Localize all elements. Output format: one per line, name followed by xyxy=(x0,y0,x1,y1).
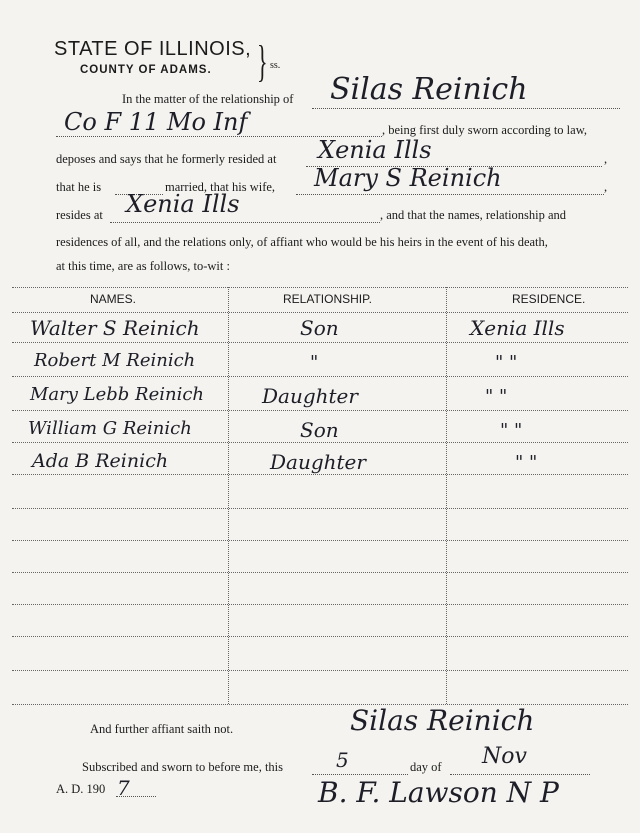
deposes-text: deposes and says that he formerly resided at xyxy=(56,152,277,166)
month-value: Nov xyxy=(482,744,527,769)
former-residence: Xenia Ills xyxy=(318,136,432,164)
heir-relationship: Daughter xyxy=(262,384,358,408)
row-divider xyxy=(12,474,628,475)
row-divider xyxy=(12,376,628,377)
notary-signature: B. F. Lawson N P xyxy=(318,776,559,809)
table-header-border xyxy=(12,312,628,313)
row-divider xyxy=(12,636,628,637)
residence-header: RESIDENCE. xyxy=(512,292,586,306)
comma: , xyxy=(604,180,608,194)
heir-name: Robert M Reinich xyxy=(34,350,196,371)
heir-relationship: Daughter xyxy=(270,450,366,474)
relationship-header: RELATIONSHIP. xyxy=(283,292,372,306)
column-divider xyxy=(446,287,447,704)
affiant-signature: Silas Reinich xyxy=(350,704,535,737)
year-value: 7 xyxy=(117,776,130,800)
row-divider xyxy=(12,572,628,573)
heir-relationship: " xyxy=(310,352,319,373)
heirs-text: , and that the names, relationship and xyxy=(380,208,567,222)
heir-residence: " " xyxy=(500,420,523,441)
wife-name-line xyxy=(296,194,604,195)
day-line xyxy=(312,774,408,775)
comma: , xyxy=(604,152,608,166)
row-divider xyxy=(12,342,628,343)
subscribed-text: Subscribed and sworn to before me, this xyxy=(82,760,284,774)
heir-name: Ada B Reinich xyxy=(32,450,169,472)
wife-residence: Xenia Ills xyxy=(126,190,240,218)
row-divider xyxy=(12,670,628,671)
heir-relationship: Son xyxy=(300,418,339,442)
wife-name: Mary S Reinich xyxy=(314,164,502,192)
intro-text: In the matter of the relationship of xyxy=(122,92,294,106)
day-value: 5 xyxy=(336,748,349,772)
heir-residence: " " xyxy=(515,452,538,473)
wife-residence-line xyxy=(110,222,380,223)
heir-relationship: Son xyxy=(300,316,339,340)
resides-text: resides at xyxy=(56,208,103,222)
state-heading: STATE OF ILLINOIS, xyxy=(54,38,252,60)
sworn-text: , being first duly sworn according to law, xyxy=(382,123,588,137)
ad-text: A. D. 190 xyxy=(56,782,106,796)
heir-name: Walter S Reinich xyxy=(30,316,200,340)
heir-name: Mary Lebb Reinich xyxy=(30,384,205,405)
column-divider xyxy=(228,287,229,704)
name-line xyxy=(312,108,620,109)
affiant-name: Silas Reinich xyxy=(330,72,528,107)
heir-residence: " " xyxy=(495,352,518,373)
married-text: married, that his wife, xyxy=(165,180,276,194)
row-divider xyxy=(12,604,628,605)
heir-name: William G Reinich xyxy=(28,418,192,439)
saith-not-text: And further affiant saith not. xyxy=(90,722,234,736)
month-line xyxy=(450,774,590,775)
heir-residence: " " xyxy=(485,386,508,407)
to-wit-text: at this time, are as follows, to-wit : xyxy=(56,259,230,273)
row-divider xyxy=(12,508,628,509)
residences-text: residences of all, and the relations only, of affiant who would be his heirs in the event of his death, xyxy=(56,235,548,249)
military-unit: Co F 11 Mo Inf xyxy=(64,108,248,136)
heir-residence: Xenia Ills xyxy=(470,316,565,340)
row-divider xyxy=(12,410,628,411)
county-heading: COUNTY OF ADAMS. xyxy=(80,64,212,76)
table-bottom-border xyxy=(12,704,628,705)
row-divider xyxy=(12,442,628,443)
ss-label: ss. xyxy=(270,60,281,71)
table-top-border xyxy=(12,287,628,288)
brace-mark: } xyxy=(257,37,268,86)
day-of-text: day of xyxy=(410,760,442,774)
row-divider xyxy=(12,540,628,541)
that-he-is-text: that he is xyxy=(56,180,102,194)
names-header: NAMES. xyxy=(90,292,137,306)
